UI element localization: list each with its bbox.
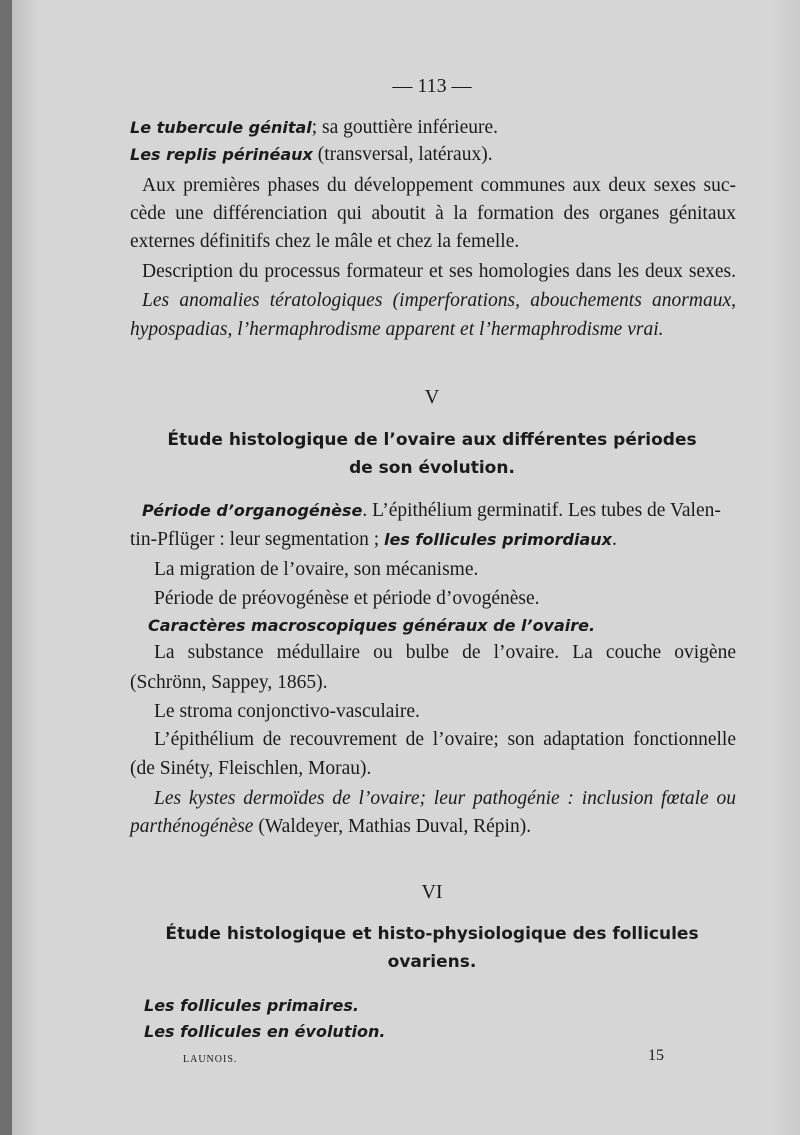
emphasis-text: Les follicules en évolution. (144, 1022, 386, 1041)
text-line (130, 202, 736, 226)
text-line: La migration de l’ovaire, son mécanisme. (154, 559, 479, 580)
text-line (154, 728, 736, 752)
emphasis-text: Le tubercule génital (130, 118, 312, 137)
text-line (142, 260, 736, 284)
text-line (130, 143, 736, 167)
text-span: . L’épithélium germinatif. Les tubes de Valen- (362, 500, 721, 521)
text-span: Aux premières phases du développement communes aux deux sexes suc- (142, 175, 736, 196)
text-span: (transversal, latéraux). (312, 144, 493, 165)
text-span: Les kystes dermoïdes de l’ovaire; leur pathogénie : inclusion fœtale ou (154, 788, 736, 809)
text-line: Le stroma conjonctivo-vasculaire. (154, 701, 420, 722)
text-span: parthénogénèse (130, 816, 254, 837)
document-page (12, 0, 800, 1135)
section-title: Étude histologique de l’ovaire aux différentes périodes (167, 430, 697, 450)
text-line (130, 116, 736, 140)
text-span: Les anomalies tératologiques (imperforations, abouchements anormaux, (142, 290, 736, 311)
text-line: (Schrönn, Sappey, 1865). (130, 672, 328, 693)
text-line (142, 499, 736, 523)
text-span: Description du processus formateur et ses homologies dans les deux sexes. (142, 261, 736, 282)
emphasis-text: Période d’organogénèse (142, 501, 363, 520)
section-numeral: V (424, 386, 440, 408)
text-line (130, 528, 736, 552)
emphasis-text: Les follicules primaires. (144, 996, 359, 1015)
emphasis-text: Caractères macroscopiques généraux de l’ovaire. (148, 616, 596, 635)
text-span: L’épithélium de recouvrement de l’ovaire; son adaptation fonctionnelle (154, 729, 736, 750)
section-numeral: VI (421, 881, 443, 903)
text-line: Période de préovogénèse et période d’ovogénèse. (154, 588, 540, 609)
text-span: La substance médullaire ou bulbe de l’ovaire. La couche ovigène (154, 642, 736, 663)
scan-edge (0, 0, 12, 1135)
text-line: externes définitifs chez le mâle et chez la femelle. (130, 231, 520, 252)
text-line (130, 815, 736, 839)
text-line: hypospadias, l’hermaphrodisme apparent et l’hermaphrodisme vrai. (130, 319, 664, 340)
text-line (154, 787, 736, 811)
section-title: Étude histologique et histo-physiologique des follicules (165, 924, 699, 944)
emphasis-text: les follicules primordiaux (384, 530, 612, 549)
text-span: (Waldeyer, Mathias Duval, Répin). (253, 816, 532, 837)
text-span: . (611, 529, 617, 550)
text-line (142, 289, 736, 313)
section-title: de son évolution. (349, 458, 515, 478)
emphasis-text: Les replis périnéaux (130, 145, 313, 164)
section-title: ovariens. (387, 952, 477, 972)
page-number: — 113 — (392, 75, 472, 97)
text-line (154, 641, 736, 665)
footer-author: LAUNOIS. (183, 1054, 238, 1065)
footer-signature: 15 (648, 1047, 664, 1064)
text-span: cède une différenciation qui aboutit à la formation des organes génitaux (130, 203, 736, 224)
text-span: tin-Pflüger : leur segmentation ; (130, 529, 384, 550)
text-line: (de Sinéty, Fleischlen, Morau). (130, 758, 372, 779)
text-span: ; sa gouttière inférieure. (311, 117, 498, 138)
text-line (142, 174, 736, 198)
